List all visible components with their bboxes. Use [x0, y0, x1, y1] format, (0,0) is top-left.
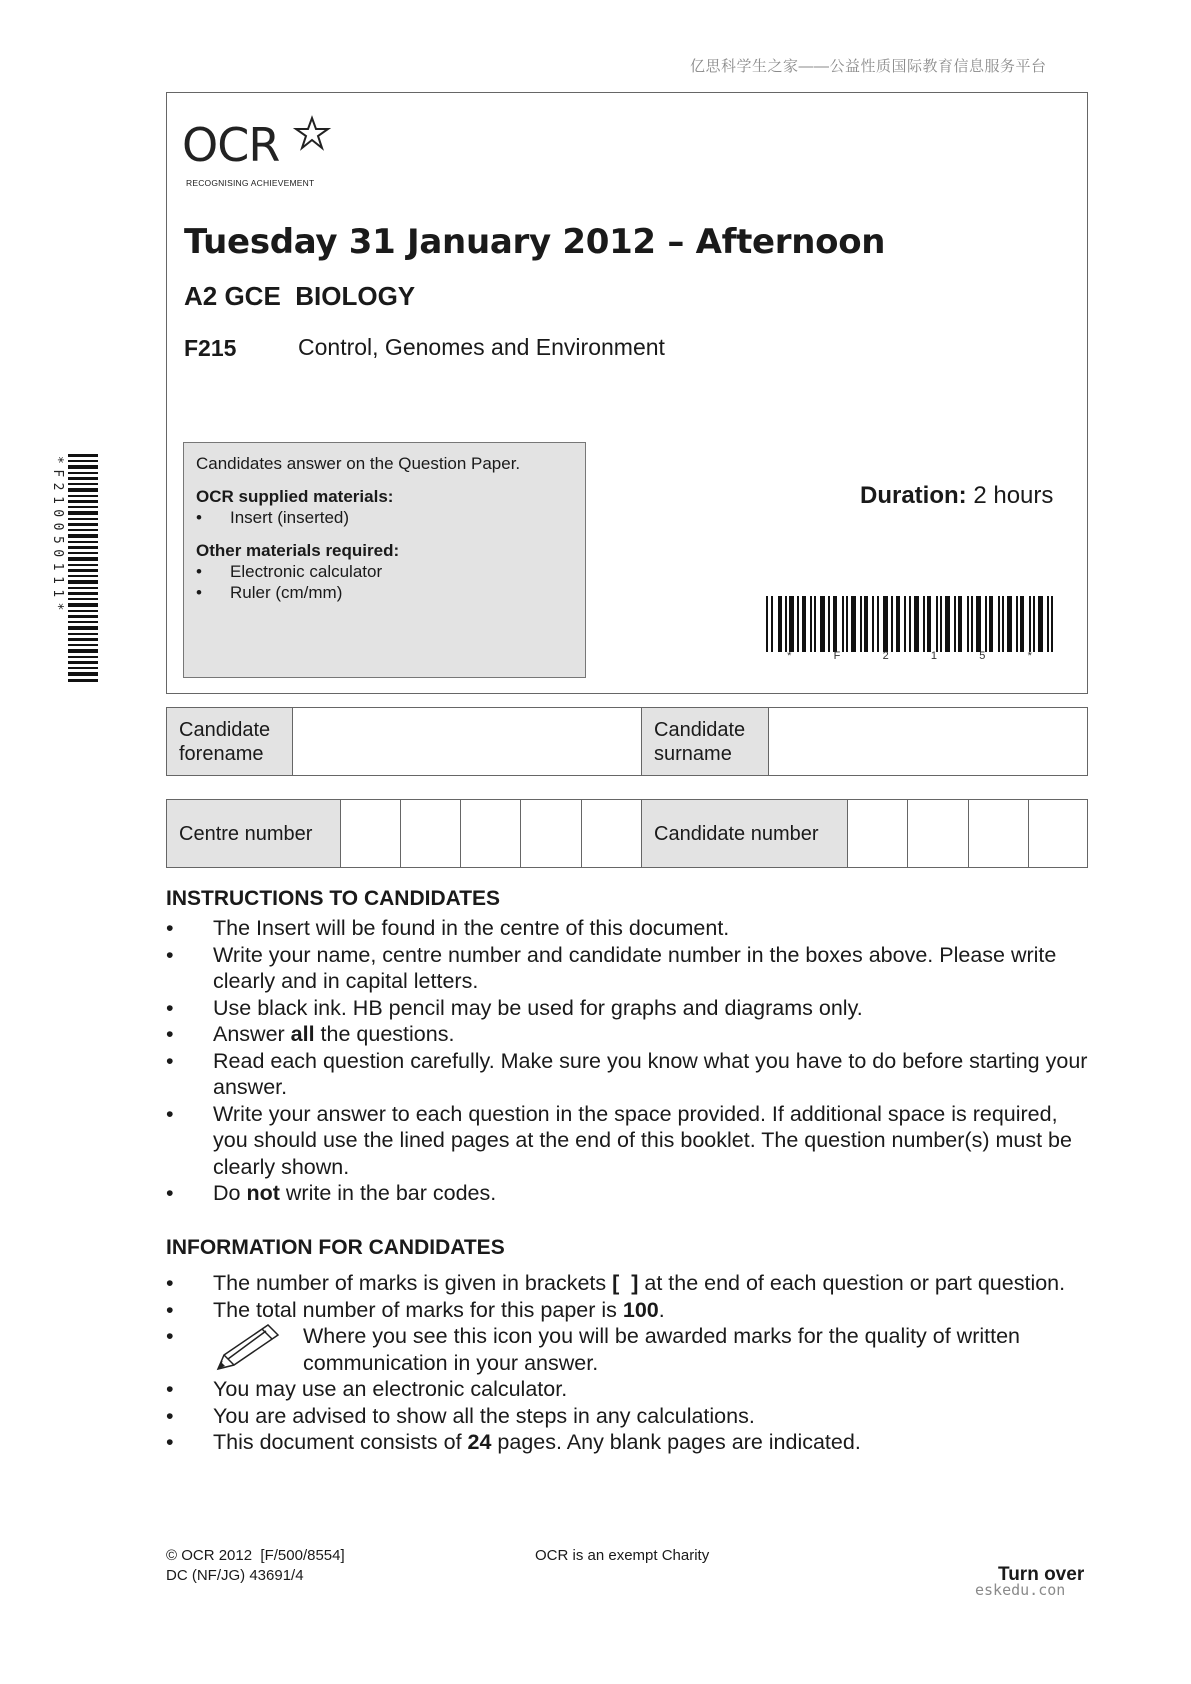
other-materials-heading: Other materials required:	[196, 541, 400, 560]
watermark-top: 亿思科学生之家——公益性质国际教育信息服务平台	[690, 58, 1047, 75]
forename-label-line: Candidate	[179, 719, 271, 741]
candidate-number-box[interactable]	[848, 800, 908, 867]
duration-value: 2 hours	[966, 482, 1054, 509]
text: Where you see this icon you will be awarded marks for the quality of written communication in your answer.	[303, 1324, 1020, 1375]
text: Do	[213, 1181, 247, 1205]
instruction-item	[166, 1180, 1096, 1207]
forename-label	[167, 708, 293, 775]
emphasis: all	[290, 1022, 315, 1046]
barcode-digit: *	[1027, 650, 1032, 662]
text: The number of marks is given in brackets	[213, 1271, 613, 1295]
unit-code: F215	[184, 335, 237, 361]
instructions-heading: INSTRUCTIONS TO CANDIDATES	[166, 887, 501, 910]
text: the questions.	[314, 1022, 455, 1046]
candidate-number-label: Candidate number	[642, 800, 848, 867]
ocr-star-icon	[294, 116, 330, 152]
information-item: • You may use an electronic calculator.	[166, 1376, 1096, 1403]
centre-number-box[interactable]	[521, 800, 582, 867]
instruction-item	[166, 1021, 1096, 1048]
text: at the end of each question or part question.	[638, 1271, 1066, 1295]
duration-label: Duration:	[860, 482, 967, 509]
main-barcode	[766, 596, 1053, 656]
unit-title: Control, Genomes and Environment	[298, 334, 665, 360]
materials-intro: Candidates answer on the Question Paper.	[196, 454, 521, 473]
centre-number-box[interactable]	[461, 800, 521, 867]
duration	[860, 482, 1053, 510]
centre-number-label: Centre number	[167, 800, 341, 867]
candidate-number-table	[166, 799, 1088, 868]
barcode-digit: 2	[882, 650, 889, 662]
surname-label-line: surname	[654, 743, 732, 765]
text: This document consists of	[213, 1430, 468, 1454]
side-barcode	[52, 454, 98, 682]
ocr-logo	[182, 118, 315, 188]
information-heading: INFORMATION FOR CANDIDATES	[166, 1236, 505, 1259]
instruction-item: • Use black ink. HB pencil may be used for graphs and diagrams only.	[166, 995, 1096, 1022]
document-ref: DC (NF/JG) 43691/4	[166, 1567, 304, 1584]
barcode-digit: *	[787, 650, 792, 662]
barcode-digit: 5	[979, 650, 986, 662]
forename-field[interactable]	[293, 708, 642, 775]
text: pages. Any blank pages are indicated.	[491, 1430, 861, 1454]
other-materials-item: • Electronic calculator	[196, 561, 573, 582]
text: Answer	[213, 1022, 291, 1046]
candidate-name-table	[166, 707, 1088, 776]
information-item	[166, 1297, 1096, 1324]
surname-label-line: Candidate	[654, 719, 746, 741]
barcode-digit: F	[833, 650, 841, 662]
qualification: A2 GCE BIOLOGY	[184, 281, 416, 311]
pencil-icon	[212, 1321, 282, 1373]
logo-tagline: RECOGNISING ACHIEVEMENT	[186, 178, 315, 188]
surname-label	[642, 708, 769, 775]
centre-number-box[interactable]	[341, 800, 401, 867]
instruction-item: • Read each question carefully. Make sure you know what you have to do before starting your answer.	[166, 1048, 1096, 1101]
emphasis: 24	[467, 1430, 492, 1454]
emphasis: [ ]	[612, 1271, 639, 1295]
information-list	[166, 1270, 1096, 1456]
emphasis: 100	[622, 1297, 659, 1322]
centre-number-box[interactable]	[582, 800, 642, 867]
forename-label-line: forename	[179, 743, 264, 765]
text: The total number of marks for this paper is	[213, 1297, 623, 1322]
exam-date: Tuesday 31 January 2012 – Afternoon	[184, 222, 886, 262]
watermark-bottom: eskedu.con	[975, 1581, 1066, 1599]
information-item	[166, 1429, 1096, 1456]
ocr-supplied-heading: OCR supplied materials:	[196, 487, 394, 506]
logo-text: OCR	[182, 118, 280, 172]
other-materials-item: • Ruler (cm/mm)	[196, 582, 573, 603]
ocr-supplied-item: • Insert (inserted)	[196, 507, 573, 528]
text: write in the bar codes.	[279, 1181, 497, 1205]
svg-text:*F210050111*: *F210050111*	[50, 456, 65, 616]
instruction-item: • Write your answer to each question in the space provided. If additional space is required, you should use the lined pages at the end of this booklet. The question number(s) must be clearly shown.	[166, 1101, 1096, 1181]
information-item: • You are advised to show all the steps in any calculations.	[166, 1403, 1096, 1430]
instruction-item: • Write your name, centre number and candidate number in the boxes above. Please write clearly and in capital letters.	[166, 942, 1096, 995]
information-item	[166, 1270, 1096, 1297]
candidate-number-box[interactable]	[969, 800, 1029, 867]
main-barcode-digits	[766, 650, 1053, 662]
charity-note: OCR is an exempt Charity	[535, 1547, 710, 1564]
candidate-number-box[interactable]	[908, 800, 969, 867]
candidate-number-box[interactable]	[1029, 800, 1087, 867]
surname-field[interactable]	[769, 708, 1087, 775]
instruction-item: • The Insert will be found in the centre of this document.	[166, 915, 1096, 942]
turn-over: Turn over	[998, 1564, 1085, 1585]
text: .	[658, 1297, 665, 1322]
information-item	[166, 1323, 1096, 1376]
copyright: © OCR 2012 [F/500/8554]	[166, 1547, 345, 1564]
instructions-list	[166, 915, 1096, 1207]
materials-box	[183, 442, 586, 678]
barcode-digit: 1	[930, 650, 938, 662]
centre-number-box[interactable]	[401, 800, 461, 867]
emphasis: not	[246, 1181, 280, 1205]
